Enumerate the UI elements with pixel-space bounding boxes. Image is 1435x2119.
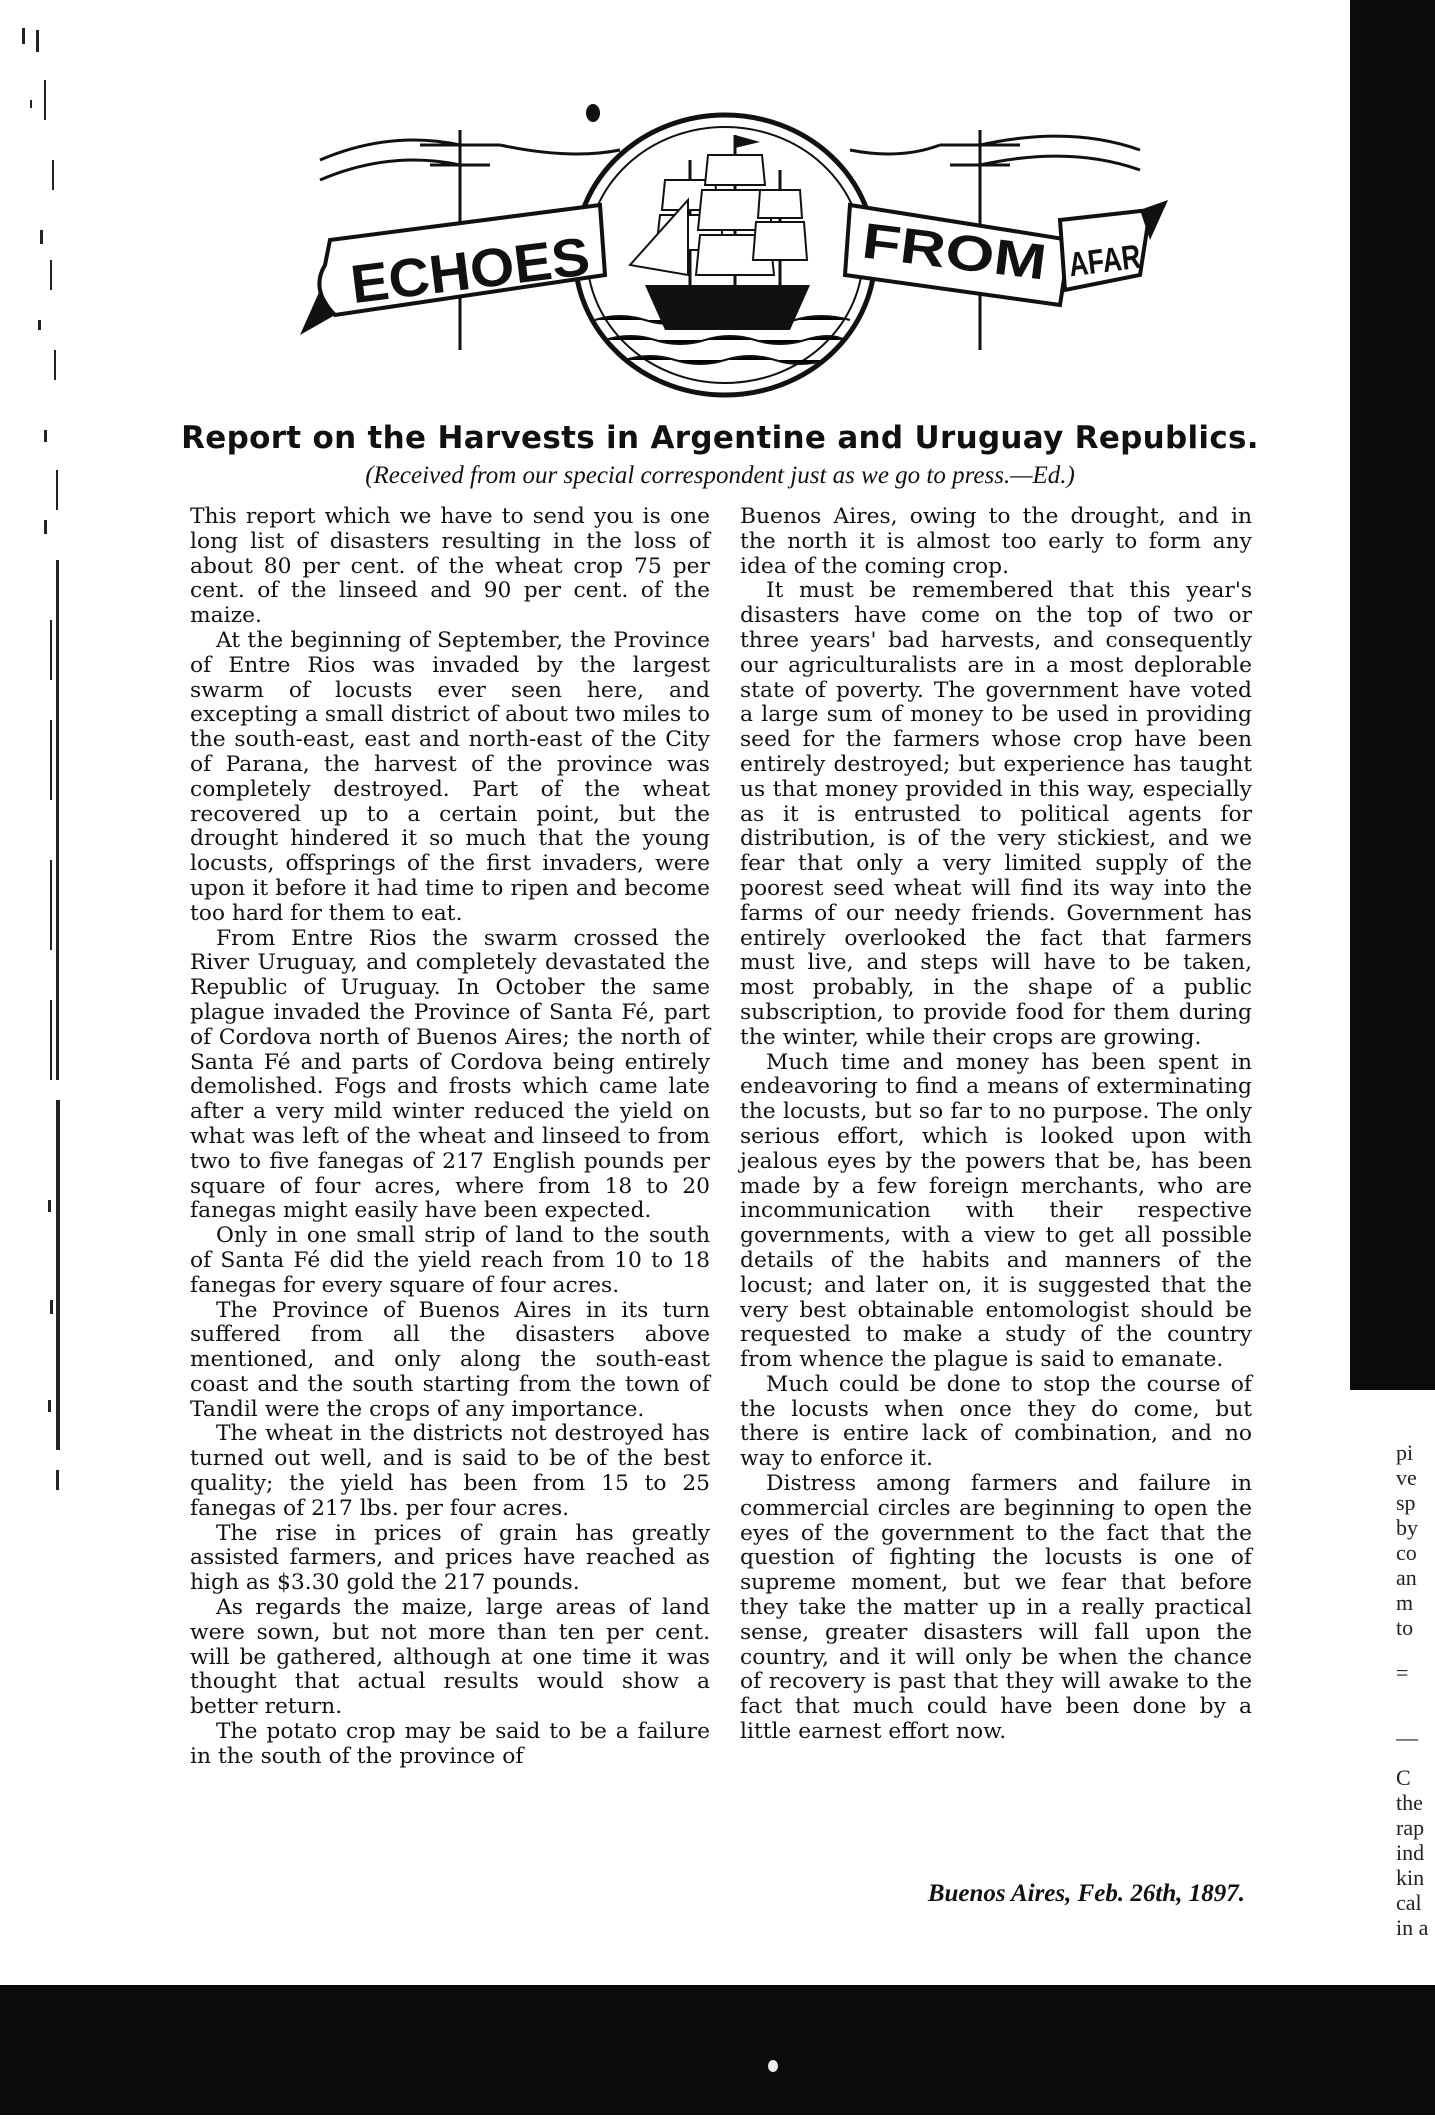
paragraph: From Entre Rios the swarm crossed the River Uruguay, and completely devastated the Republic of Uruguay. In October the same plague invaded the Province of Santa Fé, part of Cordova north of Buenos Aires; the north of Santa Fé and parts of Cordova being entirely demolished. Fogs and frosts which came late after a very mild winter reduced the yield on what was left of the wheat and linseed to from two to five fanegas of 217 English pounds per square of four acres, where from 18 to 20 fanegas might easily have been expected. — [190, 925, 710, 1224]
paragraph: As regards the maize, large areas of land were sown, but not more than ten per cent. will be gathered, although at one time it was thought that actual results would show a better return. — [190, 1595, 710, 1720]
bleed-line: the — [1396, 1790, 1423, 1815]
paragraph: Much time and money has been spent in endeavoring to find a means of exterminating the locusts, but so far to no purpose. The only serious effort, which is looked upon with jealous eyes by the powers that be, has been made by a few foreign merchants, who are incommunication with their respective governments, with a view to get all possible details of the habits and manners of the locust; and later on, it is suggested that the very best obtainable entomologist should be requested to make a study of the country from whence the plague is said to emanate. — [740, 1049, 1252, 1373]
article-column-left — [190, 505, 710, 1770]
article-column-right — [740, 505, 1252, 1745]
scan-left-edge-speckle — [0, 0, 70, 2115]
banner-word-echoes: ECHOES — [347, 227, 582, 316]
bleed-line: in a — [1396, 1915, 1429, 1940]
bleed-line: sp — [1396, 1490, 1416, 1515]
paragraph: The rise in prices of grain has greatly assisted farmers, and prices have reached as high as $3.30 gold the 217 pounds. — [190, 1520, 710, 1596]
paragraph: Buenos Aires, owing to the drought, and in the north it is almost too early to form any idea of the coming crop. — [740, 504, 1252, 579]
article-heading — [180, 420, 1260, 490]
bleed-line: ve — [1396, 1465, 1417, 1490]
bleed-line: m — [1396, 1590, 1414, 1615]
paragraph: Only in one small strip of land to the south of Santa Fé did the yield reach from 10 to 18 fanegas for every square of four acres. — [190, 1223, 710, 1298]
paragraph: The Province of Buenos Aires in its turn suffered from all the disasters above mentioned, and only along the south-east coast and the south starting from the town of Tandil were the crops of any importance. — [190, 1297, 710, 1422]
bleed-line: — — [1396, 1725, 1418, 1750]
bleed-line: rap — [1396, 1815, 1425, 1840]
article-title: Report on the Harvests in Argentine and Uruguay Republics. — [181, 420, 1259, 456]
adjacent-page-bleed — [1396, 1440, 1435, 1940]
echoes-from-afar-banner — [290, 90, 1170, 420]
article-signoff: Buenos Aires, Feb. 26th, 1897. — [927, 1880, 1245, 1907]
banner-word-from: FROM — [859, 212, 1013, 286]
bleed-line: to — [1396, 1615, 1414, 1640]
bleed-line: C — [1396, 1765, 1411, 1790]
bleed-line: an — [1396, 1565, 1417, 1590]
banner-word-afar: AFAR — [1066, 235, 1164, 285]
paragraph: It must be remembered that this year's disasters have come on the top of two or three years' bad harvests, and consequently our agriculturalists are in a most deplorable state of poverty. The government have voted a large sum of money to be used in providing seed for the farmers whose crop have been entirely destroyed; but experience has taught us that money provided in this way, especially as it is entrusted to political agents for distribution, is of the very stickiest, and we fear that only a very limited supply of the poorest seed wheat will find its way into the farms of our needy friends. Government has entirely overlooked the fact that farmers must live, and steps will have to be taken, most probably, in the shape of a public subscription, to provide food for them during the winter, while their crops are growing. — [740, 578, 1252, 1050]
scan-dark-edge — [1350, 0, 1435, 1390]
bleed-line: pi — [1396, 1440, 1414, 1465]
ink-dot — [768, 2060, 778, 2072]
paragraph: Distress among farmers and failure in commercial circles are beginning to open the eyes of the government to the fact that the question of fighting the locusts is one of supreme moment, but we fear that before they take the matter up in a really practical sense, greater disasters will fall upon the country, and it will only be when the chance of recovery is past that they will awake to the fact that much could have been done by a little earnest effort now. — [740, 1471, 1252, 1745]
paragraph: At the beginning of September, the Province of Entre Rios was invaded by the largest swarm of locusts ever seen here, and excepting a small district of about two miles to the south-east, east and north-east of the City of Parana, the harvest of the province was completely destroyed. Part of the wheat recovered up to a certain point, but the drought hindered it so much that the young locusts, offsprings of the first invaders, were upon it before it had time to ripen and become too hard for them to eat. — [190, 627, 710, 926]
paragraph: The potato crop may be said to be a failure in the south of the province of — [190, 1719, 710, 1769]
bleed-line: co — [1396, 1540, 1417, 1565]
bleed-line: by — [1396, 1515, 1418, 1540]
paragraph: This report which we have to send you is one long list of disasters resulting in the loss of about 80 per cent. of the wheat crop 75 per cent. of the linseed and 90 per cent. of the maize. — [190, 504, 710, 629]
bleed-line: = — [1396, 1660, 1409, 1685]
scan-bottom-edge — [0, 1985, 1435, 2115]
bleed-line: cal — [1396, 1890, 1422, 1915]
paragraph: The wheat in the districts not destroyed has turned out well, and is said to be of the best quality; the yield has been from 15 to 25 fanegas of 217 lbs. per four acres. — [190, 1421, 710, 1521]
bleed-line: kin — [1396, 1865, 1425, 1890]
bleed-line: ind — [1396, 1840, 1425, 1865]
paragraph: Much could be done to stop the course of the locusts when once they do come, but there is entire lack of combination, and no way to enforce it. — [740, 1371, 1252, 1472]
article-subtitle: (Received from our special correspondent just as we go to press.—Ed.) — [365, 462, 1075, 489]
